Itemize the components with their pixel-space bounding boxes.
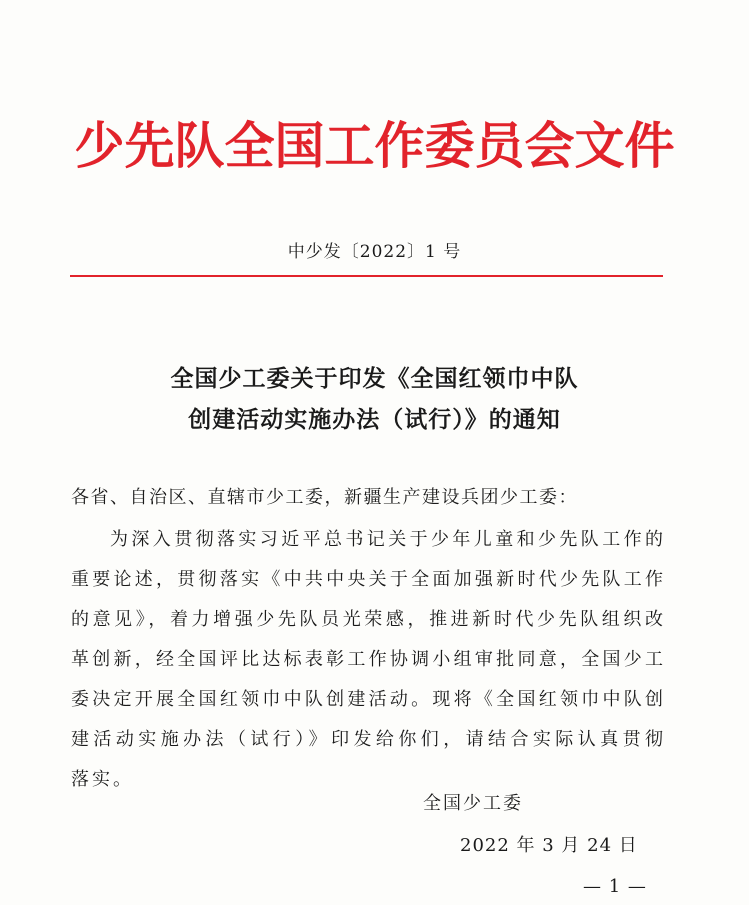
red-divider-line xyxy=(70,275,663,277)
body-line: 为深入贯彻落实习近平总书记关于少年儿童和少先队工作的 xyxy=(110,529,663,550)
issuer-signature: 全国少工委 xyxy=(423,793,523,814)
notice-title-line-1: 全国少工委关于印发《全国红领巾中队 xyxy=(170,365,579,392)
page-number: — 1 — xyxy=(583,876,647,897)
body-line: 委决定开展全国红领巾中队创建活动。现将《全国红领巾中队创 xyxy=(71,689,663,710)
issue-date: 2022 年 3 月 24 日 xyxy=(460,835,638,856)
body-line: 落实。 xyxy=(71,769,134,790)
body-line: 革创新，经全国评比达标表彰工作协调小组审批同意，全国少工 xyxy=(71,649,663,670)
salutation: 各省、自治区、直辖市少工委，新疆生产建设兵团少工委： xyxy=(71,487,578,508)
document-number: 中少发〔2022〕1 号 xyxy=(287,242,462,262)
body-line: 的意见》，着力增强少先队员光荣感，推进新时代少先队组织改 xyxy=(71,609,663,630)
notice-title-line-2: 创建活动实施办法（试行）》的通知 xyxy=(188,406,561,433)
masthead-title: 少先队全国工作委员会文件 xyxy=(74,116,675,175)
body-line: 重要论述，贯彻落实《中共中央关于全面加强新时代少先队工作 xyxy=(71,569,663,590)
body-line: 建活动实施办法（试行）》印发给你们，请结合实际认真贯彻 xyxy=(71,729,663,750)
